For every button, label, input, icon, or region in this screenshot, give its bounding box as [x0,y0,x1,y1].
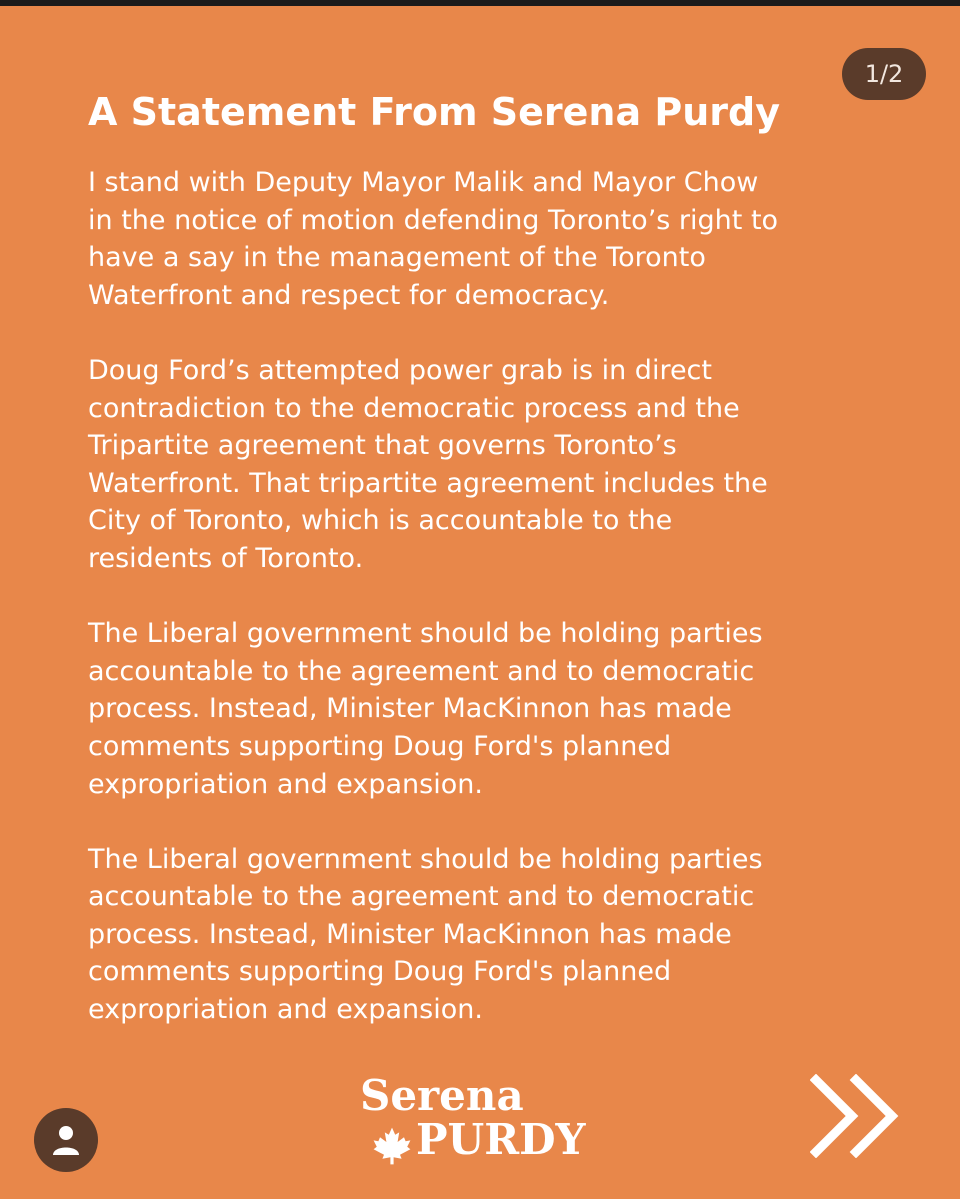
text-line: Waterfront. That tripartite agreement includes the [88,467,768,499]
text-line: have a say in the management of the Toronto [88,242,706,274]
text-line: The Liberal government should be holding parties [88,843,763,875]
text-line: expropriation and expansion. [88,768,483,800]
logo-first-name: Serena [360,1071,524,1120]
paragraph-1 [88,164,888,314]
text-line: City of Toronto, which is accountable to the [88,505,673,537]
text-line: expropriation and expansion. [88,994,483,1026]
maple-leaf-icon [372,1126,412,1166]
text-line: process. Instead, Minister MacKinnon has made [88,918,732,950]
text-line: comments supporting Doug Ford's planned [88,730,672,762]
text-line: comments supporting Doug Ford's planned [88,956,672,988]
logo-last-name: PURDY [416,1115,586,1164]
serena-purdy-logo [360,1072,610,1168]
text-line: Waterfront and respect for democracy. [88,279,610,311]
profile-avatar-button[interactable] [34,1108,98,1172]
page-counter-badge: 1/2 [842,48,926,100]
text-line: contradiction to the democratic process and the [88,392,740,424]
text-line: Tripartite agreement that governs Toronto’s [88,430,677,462]
paragraph-2 [88,352,888,578]
text-line: accountable to the agreement and to democratic [88,655,755,687]
text-line: I stand with Deputy Mayor Malik and Mayor Chow [88,167,759,198]
top-bar [0,0,960,6]
text-line: in the notice of motion defending Toronto’s right to [88,204,779,236]
text-line: process. Instead, Minister MacKinnon has made [88,693,732,725]
double-chevron-right-icon[interactable] [810,1074,906,1158]
text-line: residents of Toronto. [88,542,364,574]
statement-body [88,164,888,1066]
text-line: Doug Ford’s attempted power grab is in direct [88,354,712,386]
text-line: accountable to the agreement and to democratic [88,881,755,913]
paragraph-3 [88,615,888,803]
user-icon [52,1124,80,1156]
text-line: The Liberal government should be holding parties [88,618,763,650]
paragraph-4 [88,841,888,1029]
statement-title: A Statement From Serena Purdy [88,90,780,134]
